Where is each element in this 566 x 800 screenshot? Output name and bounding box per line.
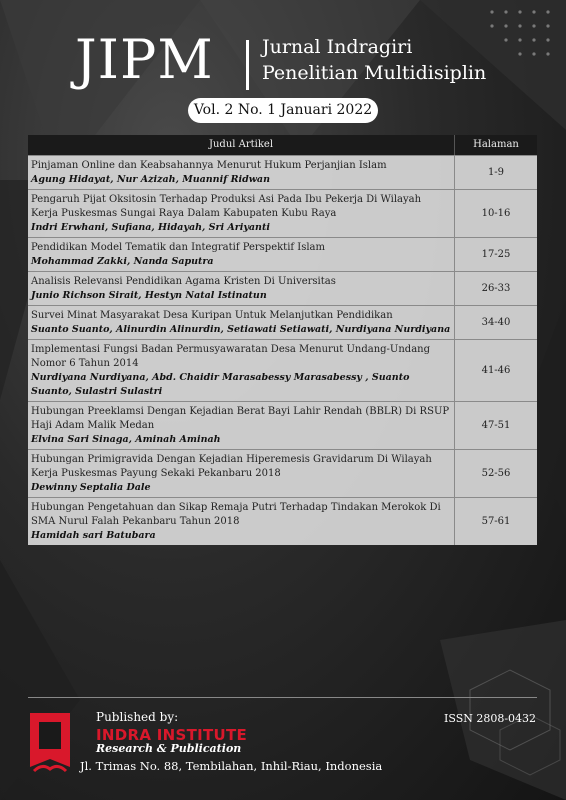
article-cell bbox=[28, 450, 454, 497]
article-cell bbox=[28, 306, 454, 339]
article-title: Implementasi Fungsi Badan Permusyawaratan Desa Menurut Undang-Undang Nomor 6 Tahun 2014 bbox=[31, 344, 430, 369]
article-cell bbox=[28, 238, 454, 271]
article-authors: Hamidah sari Batubara bbox=[31, 530, 156, 541]
article-pages: 10-16 bbox=[454, 190, 537, 237]
article-title: Hubungan Preeklamsi Dengan Kejadian Berat Bayi Lahir Rendah (BBLR) Di RSUP Haji Adam Malik Medan bbox=[31, 406, 450, 431]
article-authors: Dewinny Septalia Dale bbox=[31, 482, 151, 493]
volume-badge: Vol. 2 No. 1 Januari 2022 bbox=[188, 98, 378, 123]
publisher-subtitle: Research & Publication bbox=[96, 742, 242, 755]
contents-table bbox=[28, 135, 537, 545]
article-pages: 17-25 bbox=[454, 238, 537, 271]
table-row bbox=[28, 449, 537, 497]
article-pages: 52-56 bbox=[454, 450, 537, 497]
title-divider bbox=[246, 40, 249, 90]
article-cell bbox=[28, 498, 454, 545]
article-authors: Elvina Sari Sinaga, Aminah Aminah bbox=[31, 434, 221, 445]
article-authors: Suanto Suanto, Alinurdin Alinurdin, Setiawati Setiawati, Nurdiyana Nurdiyana bbox=[31, 324, 451, 335]
article-pages: 26-33 bbox=[454, 272, 537, 305]
table-row bbox=[28, 155, 537, 189]
article-cell bbox=[28, 402, 454, 449]
article-title: Pendidikan Model Tematik dan Integratif Perspektif Islam bbox=[31, 242, 326, 253]
article-pages: 34-40 bbox=[454, 306, 537, 339]
publisher-address: Jl. Trimas No. 88, Tembilahan, Inhil-Riau, Indonesia bbox=[80, 759, 383, 773]
article-pages: 41-46 bbox=[454, 340, 537, 401]
table-header bbox=[28, 135, 537, 155]
publisher-name: INDRA INSTITUTE bbox=[96, 726, 248, 744]
article-cell bbox=[28, 272, 454, 305]
table-row bbox=[28, 305, 537, 339]
article-cell bbox=[28, 156, 454, 189]
article-authors: Agung Hidayat, Nur Azizah, Muannif Ridwan bbox=[31, 174, 270, 185]
article-authors: Junio Richson Sirait, Hestyn Natal Istinatun bbox=[31, 290, 267, 301]
table-row bbox=[28, 401, 537, 449]
journal-title-line2: Penelitian Multidisiplin bbox=[262, 62, 487, 84]
article-pages: 47-51 bbox=[454, 402, 537, 449]
article-title: Hubungan Primigravida Dengan Kejadian Hiperemesis Gravidarum Di Wilayah Kerja Puskesmas Payung Sekaki Pekanbaru 2018 bbox=[31, 454, 432, 479]
article-title: Hubungan Pengetahuan dan Sikap Remaja Putri Terhadap Tindakan Merokok Di SMA Nurul Falah Pekanbaru Tahun 2018 bbox=[31, 502, 441, 527]
header-article-title: Judul Artikel bbox=[208, 139, 274, 150]
article-pages: 1-9 bbox=[454, 156, 537, 189]
table-row bbox=[28, 237, 537, 271]
journal-title-line1: Jurnal Indragiri bbox=[262, 36, 413, 58]
header-pages: Halaman bbox=[454, 135, 537, 155]
published-by-label: Published by: bbox=[96, 710, 179, 724]
issn-number: ISSN 2808-0432 bbox=[444, 712, 537, 725]
table-row bbox=[28, 189, 537, 237]
table-row bbox=[28, 339, 537, 401]
table-row bbox=[28, 497, 537, 545]
article-cell bbox=[28, 190, 454, 237]
article-title: Survei Minat Masyarakat Desa Kuripan Untuk Melanjutkan Pendidikan bbox=[31, 310, 393, 321]
cover-header bbox=[0, 0, 566, 140]
article-pages: 57-61 bbox=[454, 498, 537, 545]
footer-divider bbox=[28, 697, 537, 698]
journal-acronym: JIPM bbox=[75, 28, 214, 91]
article-authors: Nurdiyana Nurdiyana, Abd. Chaidir Marasabessy Marasabessy , Suanto Suanto, Sulastri Sulastri bbox=[31, 372, 410, 397]
article-authors: Mohammad Zakki, Nanda Saputra bbox=[31, 256, 214, 267]
table-body bbox=[28, 155, 537, 545]
article-cell bbox=[28, 340, 454, 401]
article-title: Pengaruh Pijat Oksitosin Terhadap Produksi Asi Pada Ibu Pekerja Di Wilayah Kerja Puskesmas Sungai Raya Dalam Kabupaten Kubu Raya bbox=[31, 194, 422, 219]
table-row bbox=[28, 271, 537, 305]
publisher-logo-icon bbox=[26, 709, 74, 777]
article-title: Analisis Relevansi Pendidikan Agama Kristen Di Universitas bbox=[31, 276, 336, 287]
article-title: Pinjaman Online dan Keabsahannya Menurut Hukum Perjanjian Islam bbox=[31, 160, 387, 171]
article-authors: Indri Erwhani, Sufiana, Hidayah, Sri Ariyanti bbox=[31, 222, 270, 233]
